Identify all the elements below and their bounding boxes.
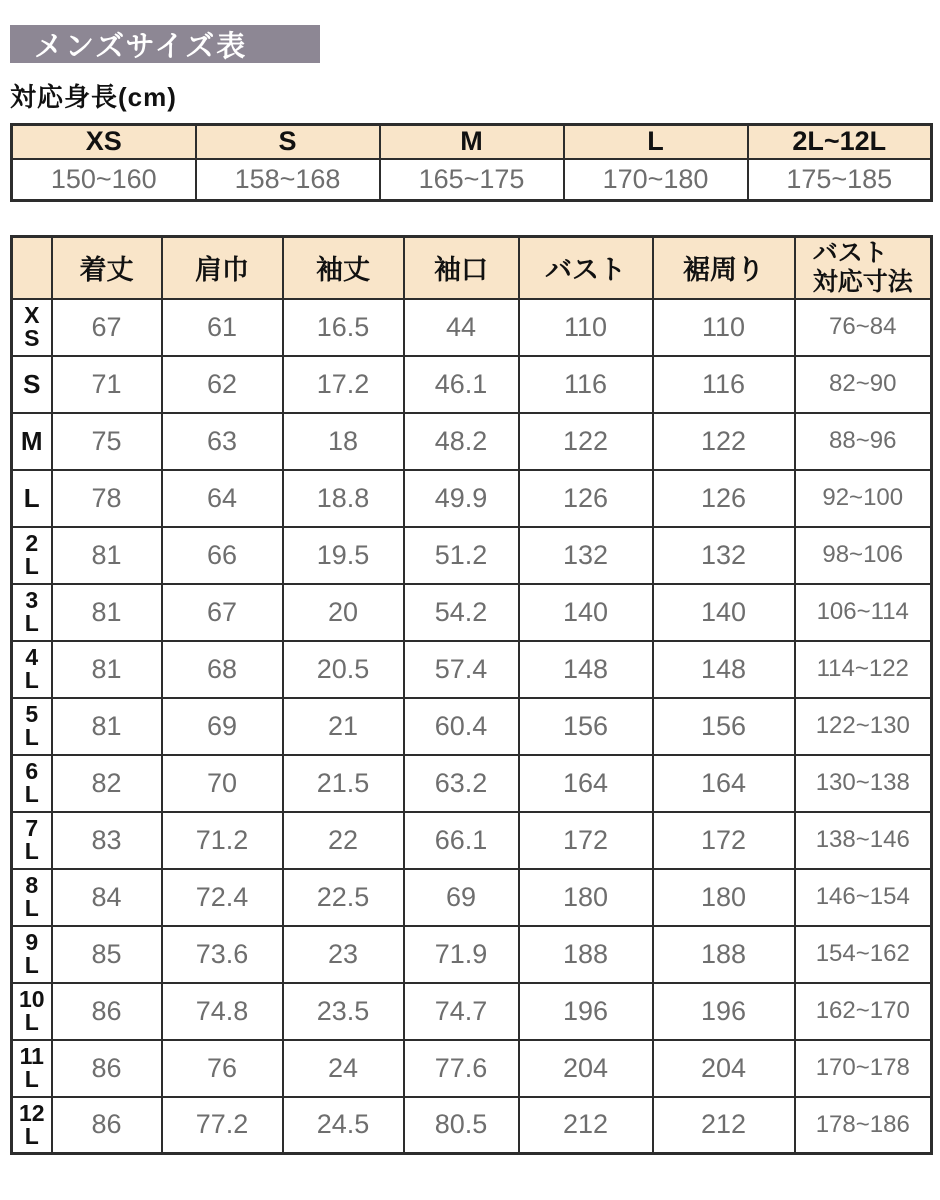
- table-cell: 20.5: [283, 641, 404, 698]
- table-row: [12, 926, 932, 983]
- table-cell: 64: [162, 470, 283, 527]
- table-cell: 110: [653, 299, 795, 356]
- row-size-label: 12 L: [12, 1097, 52, 1154]
- row-size-label: 8 L: [12, 869, 52, 926]
- row-size-label: 7 L: [12, 812, 52, 869]
- table-cell: 126: [519, 470, 653, 527]
- table-cell: 86: [52, 1097, 162, 1154]
- table-cell: 98~106: [795, 527, 932, 584]
- table-cell: 180: [653, 869, 795, 926]
- table-cell: 71: [52, 356, 162, 413]
- table-cell: 20: [283, 584, 404, 641]
- table-row: [12, 641, 932, 698]
- table-cell: 77.2: [162, 1097, 283, 1154]
- table-cell: 18: [283, 413, 404, 470]
- table-cell: 165~175: [380, 159, 564, 201]
- table-cell: 67: [52, 299, 162, 356]
- table-cell: 204: [653, 1040, 795, 1097]
- table-cell: 196: [519, 983, 653, 1040]
- row-size-label: 4 L: [12, 641, 52, 698]
- column-header: XS: [12, 125, 196, 159]
- table-cell: 77.6: [404, 1040, 519, 1097]
- table-cell: 24.5: [283, 1097, 404, 1154]
- table-cell: 140: [519, 584, 653, 641]
- table-cell: 140: [653, 584, 795, 641]
- table-cell: 172: [653, 812, 795, 869]
- table-row: [12, 869, 932, 926]
- row-size-label: 3 L: [12, 584, 52, 641]
- table-cell: 204: [519, 1040, 653, 1097]
- table-row: [12, 1040, 932, 1097]
- table-cell: 61: [162, 299, 283, 356]
- table-cell: 132: [653, 527, 795, 584]
- table-cell: 17.2: [283, 356, 404, 413]
- table-cell: 75: [52, 413, 162, 470]
- table-cell: 164: [653, 755, 795, 812]
- table-cell: 51.2: [404, 527, 519, 584]
- column-header: 着丈: [52, 237, 162, 299]
- column-header: 袖口: [404, 237, 519, 299]
- table-cell: 66.1: [404, 812, 519, 869]
- table-cell: 188: [519, 926, 653, 983]
- table-cell: 170~178: [795, 1040, 932, 1097]
- table-cell: 148: [519, 641, 653, 698]
- row-size-label: 11 L: [12, 1040, 52, 1097]
- table-cell: 122: [519, 413, 653, 470]
- table-cell: 150~160: [12, 159, 196, 201]
- table-cell: 116: [653, 356, 795, 413]
- table-cell: 86: [52, 1040, 162, 1097]
- table-cell: 78: [52, 470, 162, 527]
- table-cell: 23: [283, 926, 404, 983]
- table-cell: 16.5: [283, 299, 404, 356]
- table-cell: 122: [653, 413, 795, 470]
- table-cell: 23.5: [283, 983, 404, 1040]
- page-title-bar: [10, 25, 320, 63]
- table-cell: 68: [162, 641, 283, 698]
- column-header-bust-range: [795, 237, 932, 299]
- table-cell: 62: [162, 356, 283, 413]
- table-row: [12, 755, 932, 812]
- table-cell: 180: [519, 869, 653, 926]
- table-cell: 21.5: [283, 755, 404, 812]
- table-cell: 138~146: [795, 812, 932, 869]
- table-cell: 178~186: [795, 1097, 932, 1154]
- bust-range-header-lines: バスト 対応寸法: [812, 238, 913, 296]
- table-cell: 122~130: [795, 698, 932, 755]
- table-cell: 81: [52, 584, 162, 641]
- table-cell: 188: [653, 926, 795, 983]
- table-cell: 84: [52, 869, 162, 926]
- row-size-label: X S: [12, 299, 52, 356]
- table-cell: 164: [519, 755, 653, 812]
- height-table-header-row: [12, 125, 932, 159]
- table-row: [12, 983, 932, 1040]
- column-header: L: [564, 125, 748, 159]
- column-header: 肩巾: [162, 237, 283, 299]
- table-cell: 156: [519, 698, 653, 755]
- table-row: [12, 584, 932, 641]
- table-cell: 175~185: [748, 159, 932, 201]
- table-cell: 60.4: [404, 698, 519, 755]
- table-cell: 74.7: [404, 983, 519, 1040]
- table-row: [12, 812, 932, 869]
- size-table-body: [12, 299, 932, 1154]
- page-title: メンズサイズ表: [34, 30, 248, 63]
- table-cell: 82: [52, 755, 162, 812]
- table-cell: 44: [404, 299, 519, 356]
- table-cell: 72.4: [162, 869, 283, 926]
- row-size-label: 6 L: [12, 755, 52, 812]
- row-size-label: 5 L: [12, 698, 52, 755]
- table-cell: 130~138: [795, 755, 932, 812]
- table-cell: 116: [519, 356, 653, 413]
- table-cell: 172: [519, 812, 653, 869]
- table-cell: 162~170: [795, 983, 932, 1040]
- table-cell: 110: [519, 299, 653, 356]
- column-header: S: [196, 125, 380, 159]
- table-cell: 48.2: [404, 413, 519, 470]
- size-table: [10, 235, 933, 1155]
- table-cell: 22.5: [283, 869, 404, 926]
- table-cell: 132: [519, 527, 653, 584]
- table-cell: 73.6: [162, 926, 283, 983]
- table-cell: 81: [52, 641, 162, 698]
- table-cell: 69: [404, 869, 519, 926]
- table-cell: 170~180: [564, 159, 748, 201]
- row-size-label: 2 L: [12, 527, 52, 584]
- table-row: [12, 413, 932, 470]
- size-table-header-row: [12, 237, 932, 299]
- table-cell: 81: [52, 698, 162, 755]
- table-cell: 69: [162, 698, 283, 755]
- table-cell: 18.8: [283, 470, 404, 527]
- table-cell: 46.1: [404, 356, 519, 413]
- table-cell: 158~168: [196, 159, 380, 201]
- height-table: [10, 123, 933, 202]
- table-cell: 57.4: [404, 641, 519, 698]
- table-cell: 24: [283, 1040, 404, 1097]
- table-cell: 82~90: [795, 356, 932, 413]
- table-cell: 106~114: [795, 584, 932, 641]
- table-cell: 21: [283, 698, 404, 755]
- table-cell: 22: [283, 812, 404, 869]
- table-cell: 92~100: [795, 470, 932, 527]
- table-cell: 54.2: [404, 584, 519, 641]
- table-cell: 196: [653, 983, 795, 1040]
- table-cell: 66: [162, 527, 283, 584]
- table-cell: 88~96: [795, 413, 932, 470]
- row-size-label: 10 L: [12, 983, 52, 1040]
- table-row: [12, 698, 932, 755]
- table-cell: 83: [52, 812, 162, 869]
- table-row: [12, 1097, 932, 1154]
- table-cell: 63.2: [404, 755, 519, 812]
- table-cell: 49.9: [404, 470, 519, 527]
- table-cell: 71.2: [162, 812, 283, 869]
- table-cell: 63: [162, 413, 283, 470]
- table-row: [12, 527, 932, 584]
- table-cell: 212: [653, 1097, 795, 1154]
- table-cell: 212: [519, 1097, 653, 1154]
- row-size-label: S: [12, 356, 52, 413]
- table-cell: 85: [52, 926, 162, 983]
- table-cell: 156: [653, 698, 795, 755]
- height-table-data-row: [12, 159, 932, 201]
- corner-cell: [12, 237, 52, 299]
- row-size-label: M: [12, 413, 52, 470]
- table-cell: 126: [653, 470, 795, 527]
- table-cell: 70: [162, 755, 283, 812]
- column-header: 袖丈: [283, 237, 404, 299]
- row-size-label: 9 L: [12, 926, 52, 983]
- height-table-label: 対応身長(cm): [10, 82, 177, 112]
- table-cell: 74.8: [162, 983, 283, 1040]
- row-size-label: L: [12, 470, 52, 527]
- table-cell: 19.5: [283, 527, 404, 584]
- table-row: [12, 299, 932, 356]
- column-header: バスト: [519, 237, 653, 299]
- column-header: 2L~12L: [748, 125, 932, 159]
- table-cell: 146~154: [795, 869, 932, 926]
- table-row: [12, 356, 932, 413]
- table-cell: 80.5: [404, 1097, 519, 1154]
- column-header: 裾周り: [653, 237, 795, 299]
- table-row: [12, 470, 932, 527]
- table-cell: 114~122: [795, 641, 932, 698]
- table-cell: 148: [653, 641, 795, 698]
- table-cell: 67: [162, 584, 283, 641]
- table-cell: 76: [162, 1040, 283, 1097]
- table-cell: 76~84: [795, 299, 932, 356]
- table-cell: 86: [52, 983, 162, 1040]
- table-cell: 81: [52, 527, 162, 584]
- table-cell: 71.9: [404, 926, 519, 983]
- table-cell: 154~162: [795, 926, 932, 983]
- column-header: M: [380, 125, 564, 159]
